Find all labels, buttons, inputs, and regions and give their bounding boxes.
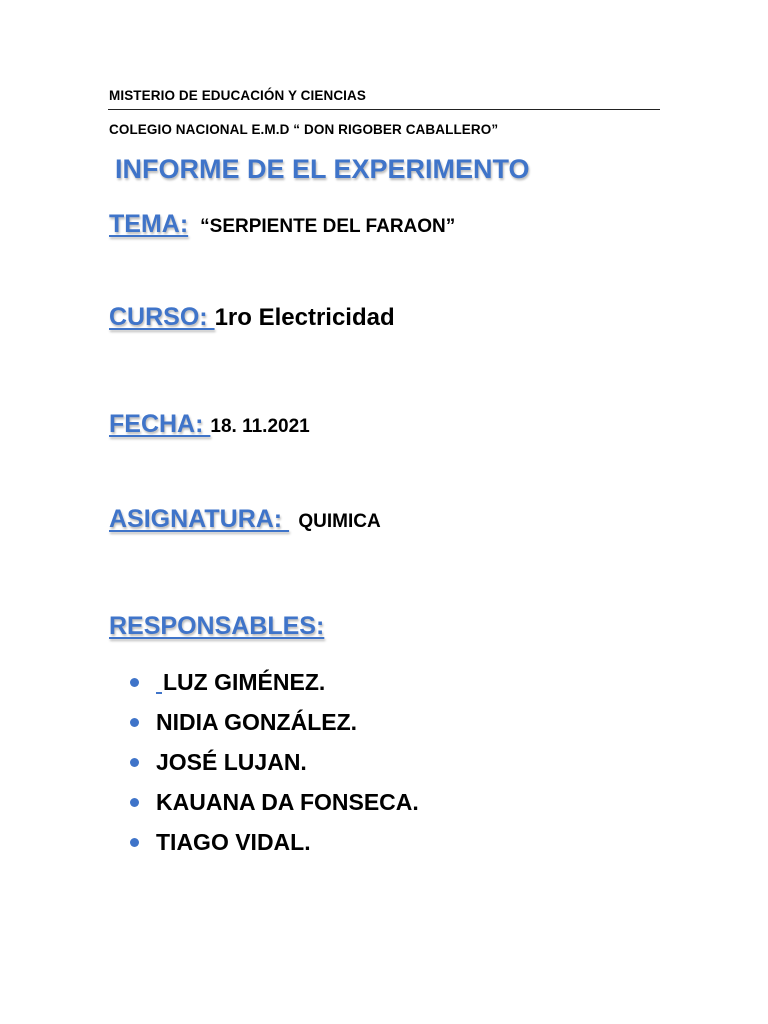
member-name: NIDIA GONZÁLEZ.	[156, 708, 358, 735]
list-item	[130, 742, 419, 782]
list-item	[130, 822, 419, 862]
asignatura-value: QUIMICA	[293, 511, 381, 532]
field-curso	[109, 303, 395, 332]
curso-label: CURSO:	[109, 303, 215, 331]
asignatura-label: ASIGNATURA:	[109, 505, 290, 533]
list-item	[130, 782, 419, 822]
report-title: INFORME DE EL EXPERIMENTO	[115, 154, 530, 184]
field-fecha	[109, 410, 310, 439]
bullet-icon	[130, 678, 139, 687]
bullet-icon	[130, 758, 139, 767]
member-name: JOSÉ LUJAN.	[156, 748, 307, 775]
field-tema	[109, 210, 455, 239]
field-asignatura	[109, 505, 381, 534]
member-name: KAUANA DA FONSECA.	[156, 788, 419, 815]
fecha-value: 18. 11.2021	[210, 416, 310, 437]
fecha-label: FECHA:	[109, 410, 211, 438]
ministry-header: MISTERIO DE EDUCACIÓN Y CIENCIAS	[109, 88, 366, 103]
header-rule	[108, 109, 660, 110]
member-name: TIAGO VIDAL.	[156, 828, 311, 855]
underlined-space	[156, 670, 162, 694]
list-item	[130, 662, 419, 702]
bullet-icon	[130, 838, 139, 847]
member-name: LUZ GIMÉNEZ.	[163, 668, 326, 695]
curso-value: 1ro Electricidad	[214, 304, 395, 331]
list-item	[130, 702, 419, 742]
tema-value: “SERPIENTE DEL FARAON”	[200, 216, 456, 237]
bullet-icon	[130, 718, 139, 727]
tema-label: TEMA:	[109, 210, 189, 238]
bullet-icon	[130, 798, 139, 807]
responsables-list	[130, 662, 419, 862]
school-header: COLEGIO NACIONAL E.M.D “ DON RIGOBER CABALLERO”	[109, 122, 499, 137]
responsables-label: RESPONSABLES:	[109, 612, 325, 640]
